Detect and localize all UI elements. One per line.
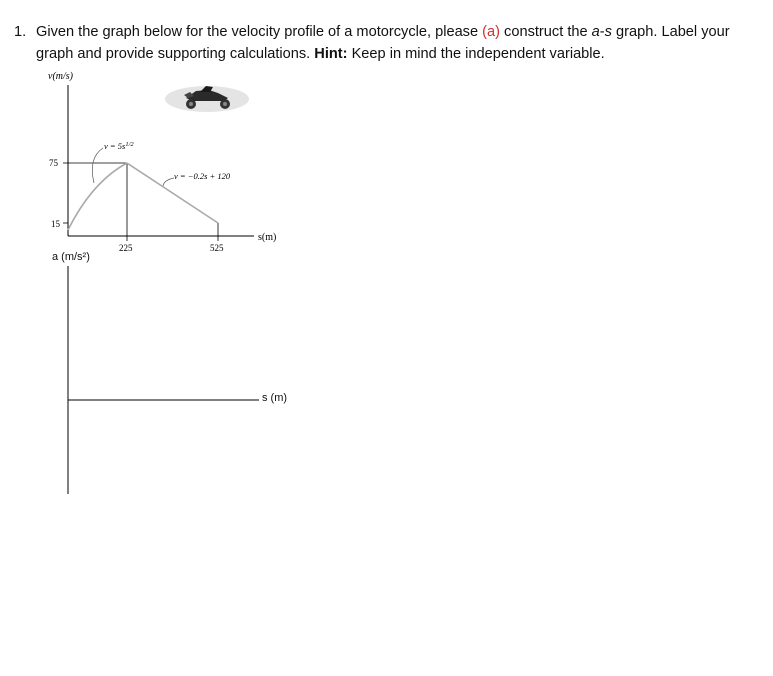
hint-text: Keep in mind the independent variable. bbox=[347, 46, 605, 62]
eq1-leader bbox=[92, 148, 103, 183]
eq1-label bbox=[104, 141, 134, 151]
text-part2: construct the bbox=[500, 24, 592, 40]
motorcycle-icon bbox=[165, 86, 249, 112]
problem-number: 1. bbox=[14, 24, 27, 40]
hint-label: Hint: bbox=[314, 46, 348, 62]
eq1-base: v = 5s bbox=[104, 141, 126, 151]
as-x-axis-label: s (m) bbox=[262, 392, 288, 404]
part-label: (a) bbox=[482, 24, 500, 40]
as-y-axis-label: a (m/s²) bbox=[52, 251, 90, 263]
curve-sqrt bbox=[68, 163, 127, 230]
x-tick-label-225: 225 bbox=[119, 243, 133, 253]
eq1-exponent: 1/2 bbox=[125, 141, 134, 148]
y-tick-label-75: 75 bbox=[49, 158, 58, 168]
vs-x-axis-label: s(m) bbox=[258, 232, 277, 243]
s-variable: s bbox=[604, 24, 612, 40]
dash: - bbox=[599, 24, 605, 40]
a-variable: a bbox=[591, 24, 600, 40]
eq2-leader bbox=[163, 178, 174, 186]
x-tick-label-525: 525 bbox=[210, 243, 224, 253]
y-tick-label-15: 15 bbox=[51, 219, 60, 229]
as-graph bbox=[68, 266, 259, 494]
text-part1: Given the graph below for the velocity profile of a motorcycle, please bbox=[36, 24, 483, 40]
eq2-label: v = −0.2s + 120 bbox=[174, 171, 231, 181]
vs-graph bbox=[48, 71, 276, 253]
text-part3: graph. Label your graph and provide supporting calculations. bbox=[36, 24, 730, 62]
vs-y-axis-label: v(m/s) bbox=[48, 71, 73, 82]
